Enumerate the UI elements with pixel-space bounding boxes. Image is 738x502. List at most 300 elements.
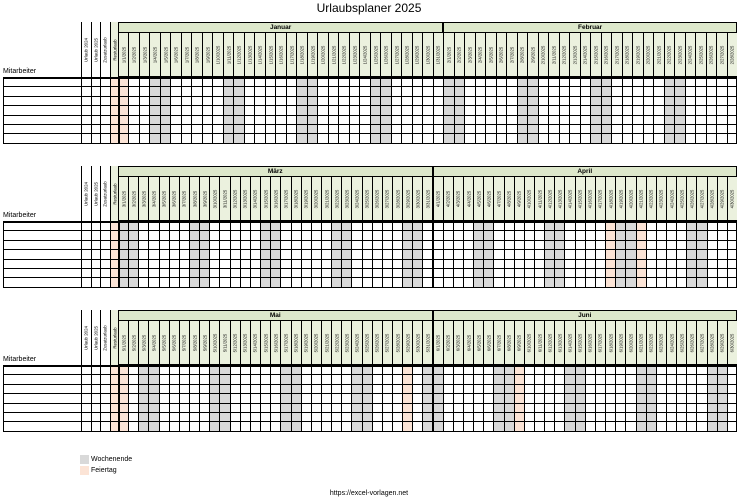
day-label: 5/15/2025 xyxy=(263,333,269,352)
day-header xyxy=(464,33,474,77)
day-label: 3/13/2025 xyxy=(242,189,248,208)
day-label: 5/3/2025 xyxy=(141,334,147,351)
grid-column-line xyxy=(317,77,318,143)
grid-column-line xyxy=(160,77,161,143)
day-label: 1/26/2025 xyxy=(383,45,389,64)
day-label: 4/1/2025 xyxy=(435,190,441,207)
day-header xyxy=(392,177,402,221)
grid-column-line xyxy=(422,77,423,143)
planner-block xyxy=(0,310,738,433)
grid-column-line xyxy=(321,221,322,287)
day-header xyxy=(321,321,331,365)
grid-column-line xyxy=(3,365,4,431)
grid-column-line xyxy=(391,77,392,143)
grid-column-line xyxy=(233,77,234,143)
grid-column-line xyxy=(254,77,255,143)
day-header xyxy=(463,321,473,365)
day-header xyxy=(717,321,727,365)
info-column-label: Resturlaub xyxy=(112,38,118,61)
grid-column-line xyxy=(656,221,657,287)
day-header xyxy=(422,33,432,77)
day-label: 1/14/2025 xyxy=(257,45,263,64)
grid-column-line xyxy=(453,221,454,287)
day-label: 6/15/2025 xyxy=(577,333,583,352)
grid-column-line xyxy=(534,221,535,287)
day-label: 3/20/2025 xyxy=(313,189,319,208)
grid-column-line xyxy=(401,77,402,143)
day-label: 4/26/2025 xyxy=(689,189,695,208)
grid-column-line xyxy=(736,221,737,287)
day-label: 1/4/2025 xyxy=(152,46,158,63)
day-header xyxy=(301,177,311,221)
grid-column-line xyxy=(454,77,455,143)
grid-column-line xyxy=(548,77,549,143)
grid-column-line xyxy=(493,221,494,287)
day-label: 5/2/2025 xyxy=(131,334,137,351)
day-label: 2/28/2025 xyxy=(729,45,735,64)
grid-row-line xyxy=(3,374,737,375)
day-label: 6/9/2025 xyxy=(516,334,522,351)
day-header xyxy=(463,177,473,221)
day-header xyxy=(559,33,569,77)
grid-column-line xyxy=(260,221,261,287)
day-header xyxy=(622,33,632,77)
grid-column-line xyxy=(524,221,525,287)
grid-column-line xyxy=(139,77,140,143)
day-header xyxy=(496,33,506,77)
info-column-label: Zusatzurlaub xyxy=(102,36,108,63)
grid-column-line xyxy=(280,365,281,431)
day-header xyxy=(321,177,331,221)
day-header xyxy=(443,321,453,365)
grid-row-line xyxy=(3,259,737,260)
day-label: 3/30/2025 xyxy=(415,189,421,208)
day-header xyxy=(695,33,705,77)
day-label: 2/1/2025 xyxy=(446,46,452,63)
day-header xyxy=(372,177,382,221)
grid-column-line xyxy=(575,221,576,287)
day-header xyxy=(676,321,686,365)
day-header xyxy=(401,33,411,77)
employee-column-label: Mitarbeiter xyxy=(3,68,37,75)
day-header xyxy=(362,321,372,365)
day-label: 5/4/2025 xyxy=(151,334,157,351)
grid-column-line xyxy=(636,221,637,287)
grid-column-line xyxy=(707,221,708,287)
day-header xyxy=(351,321,361,365)
day-header xyxy=(280,321,290,365)
day-label: 5/28/2025 xyxy=(395,333,401,352)
grid-column-line xyxy=(453,365,454,431)
day-label: 3/19/2025 xyxy=(303,189,309,208)
day-header xyxy=(580,33,590,77)
grid-column-line xyxy=(544,221,545,287)
grid-column-line xyxy=(291,221,292,287)
footer-url: https://excel-vorlagen.net xyxy=(329,490,409,497)
day-header xyxy=(291,321,301,365)
info-column-header xyxy=(100,310,110,365)
legend-holiday-swatch xyxy=(80,466,89,475)
day-label: 3/25/2025 xyxy=(364,189,370,208)
grid-column-line xyxy=(736,365,737,431)
day-label: 4/25/2025 xyxy=(679,189,685,208)
day-area-left-border xyxy=(118,166,120,287)
day-label: 4/29/2025 xyxy=(719,189,725,208)
day-header xyxy=(118,321,128,365)
day-header xyxy=(605,321,615,365)
day-label: 1/16/2025 xyxy=(278,45,284,64)
grid-column-line xyxy=(443,365,444,431)
day-label: 6/24/2025 xyxy=(669,333,675,352)
day-header xyxy=(392,321,402,365)
day-header xyxy=(402,177,412,221)
day-label: 2/16/2025 xyxy=(603,45,609,64)
day-label: 3/15/2025 xyxy=(263,189,269,208)
day-label: 6/27/2025 xyxy=(699,333,705,352)
day-label: 6/22/2025 xyxy=(648,333,654,352)
day-header xyxy=(585,321,595,365)
day-header xyxy=(311,321,321,365)
grid-column-line xyxy=(463,365,464,431)
day-header xyxy=(524,321,534,365)
legend-holiday-label: Feiertag xyxy=(91,467,117,474)
day-header xyxy=(625,321,635,365)
day-label: 1/24/2025 xyxy=(362,45,368,64)
grid-column-line xyxy=(128,365,129,431)
day-label: 4/13/2025 xyxy=(557,189,563,208)
grid-column-line xyxy=(380,77,381,143)
day-header xyxy=(517,33,527,77)
day-label: 2/25/2025 xyxy=(698,45,704,64)
day-header xyxy=(328,33,338,77)
day-label: 1/9/2025 xyxy=(205,46,211,63)
grid-column-line xyxy=(307,77,308,143)
grid-column-line xyxy=(286,77,287,143)
day-header xyxy=(296,33,306,77)
day-header xyxy=(554,177,564,221)
grid-column-line xyxy=(544,365,545,431)
grid-column-line xyxy=(506,77,507,143)
grid-column-line xyxy=(230,221,231,287)
day-header xyxy=(595,321,605,365)
day-header xyxy=(301,321,311,365)
grid-column-line xyxy=(280,221,281,287)
day-label: 3/1/2025 xyxy=(121,190,127,207)
day-label: 6/18/2025 xyxy=(608,333,614,352)
grid-column-line xyxy=(514,221,515,287)
day-label: 1/21/2025 xyxy=(331,45,337,64)
grid-column-line xyxy=(422,221,423,287)
day-label: 5/17/2025 xyxy=(283,333,289,352)
grid-column-line xyxy=(199,365,200,431)
grid-column-line xyxy=(138,221,139,287)
grid-column-line xyxy=(554,365,555,431)
day-label: 5/6/2025 xyxy=(171,334,177,351)
planner-block xyxy=(0,22,738,145)
day-header xyxy=(717,177,727,221)
grid-column-line xyxy=(223,77,224,143)
info-column-label: Resturlaub xyxy=(112,326,118,349)
grid-column-line xyxy=(250,221,251,287)
grid-column-line xyxy=(706,77,707,143)
day-label: 2/20/2025 xyxy=(645,45,651,64)
day-label: 5/30/2025 xyxy=(415,333,421,352)
grid-row-line xyxy=(3,221,737,223)
day-header xyxy=(349,33,359,77)
day-label: 1/3/2025 xyxy=(142,46,148,63)
day-header xyxy=(209,321,219,365)
grid-column-line xyxy=(189,365,190,431)
day-header xyxy=(159,321,169,365)
day-header xyxy=(544,177,554,221)
info-column-header xyxy=(81,166,91,221)
day-header xyxy=(179,177,189,221)
grid-column-line xyxy=(219,221,220,287)
grid-column-line xyxy=(209,221,210,287)
day-header xyxy=(338,33,348,77)
day-header xyxy=(625,177,635,221)
day-label: 3/6/2025 xyxy=(171,190,177,207)
day-label: 4/30/2025 xyxy=(729,189,735,208)
day-header xyxy=(534,177,544,221)
day-label: 6/12/2025 xyxy=(547,333,553,352)
day-label: 5/20/2025 xyxy=(313,333,319,352)
info-column-header xyxy=(81,22,91,77)
day-header xyxy=(181,33,191,77)
month-header: Juni xyxy=(433,310,737,321)
day-label: 2/5/2025 xyxy=(488,46,494,63)
day-label: 6/8/2025 xyxy=(506,334,512,351)
day-header xyxy=(611,33,621,77)
grid-column-line xyxy=(527,77,528,143)
grid-column-line xyxy=(666,221,667,287)
day-label: 4/24/2025 xyxy=(669,189,675,208)
day-label: 6/7/2025 xyxy=(496,334,502,351)
grid-column-line xyxy=(100,221,101,287)
day-header xyxy=(370,33,380,77)
grid-column-line xyxy=(514,365,515,431)
day-header xyxy=(666,321,676,365)
day-label: 1/7/2025 xyxy=(184,46,190,63)
grid-column-line xyxy=(230,365,231,431)
grid-column-line xyxy=(3,77,4,143)
day-label: 4/10/2025 xyxy=(526,189,532,208)
grid-column-line xyxy=(199,221,200,287)
day-header xyxy=(727,33,737,77)
day-area-left-border xyxy=(118,22,120,143)
day-header xyxy=(575,177,585,221)
info-column-header xyxy=(100,22,110,77)
day-header xyxy=(674,33,684,77)
grid-column-line xyxy=(159,365,160,431)
day-header xyxy=(538,33,548,77)
grid-column-line xyxy=(169,365,170,431)
grid-column-line xyxy=(569,77,570,143)
grid-column-line xyxy=(595,365,596,431)
grid-column-line xyxy=(341,365,342,431)
grid-row-line xyxy=(3,431,737,433)
day-label: 5/31/2025 xyxy=(425,333,431,352)
day-header xyxy=(473,177,483,221)
grid-column-line xyxy=(696,221,697,287)
info-column-header xyxy=(100,166,110,221)
grid-column-line xyxy=(585,365,586,431)
day-label: 3/2/2025 xyxy=(131,190,137,207)
day-header xyxy=(250,321,260,365)
grid-column-line xyxy=(615,365,616,431)
day-header xyxy=(514,177,524,221)
grid-column-line xyxy=(91,365,92,431)
info-column-header xyxy=(91,310,101,365)
grid-column-line xyxy=(564,221,565,287)
grid-row-line xyxy=(3,240,737,241)
grid-row-line xyxy=(3,143,737,145)
grid-column-line xyxy=(382,221,383,287)
grid-column-line xyxy=(464,77,465,143)
grid-column-line xyxy=(412,365,413,431)
day-label: 2/15/2025 xyxy=(593,45,599,64)
day-label: 1/25/2025 xyxy=(373,45,379,64)
day-header xyxy=(179,321,189,365)
grid-column-line xyxy=(338,77,339,143)
day-header xyxy=(548,33,558,77)
day-header xyxy=(422,321,432,365)
grid-column-line xyxy=(270,365,271,431)
grid-column-line xyxy=(291,365,292,431)
day-label: 2/21/2025 xyxy=(656,45,662,64)
day-label: 5/23/2025 xyxy=(344,333,350,352)
day-header xyxy=(554,321,564,365)
day-header xyxy=(412,33,422,77)
grid-row-line xyxy=(3,412,737,413)
day-header xyxy=(707,321,717,365)
day-label: 5/11/2025 xyxy=(222,333,228,352)
day-header xyxy=(149,33,159,77)
month-header: Mai xyxy=(118,310,433,321)
day-header xyxy=(656,177,666,221)
grid-column-line xyxy=(483,365,484,431)
grid-column-line xyxy=(402,221,403,287)
day-label: 2/9/2025 xyxy=(530,46,536,63)
day-label: 3/17/2025 xyxy=(283,189,289,208)
day-header xyxy=(270,321,280,365)
day-header xyxy=(307,33,317,77)
grid-column-line xyxy=(81,365,82,431)
grid-column-line xyxy=(311,221,312,287)
grid-column-line xyxy=(110,365,111,431)
day-label: 2/24/2025 xyxy=(687,45,693,64)
grid-column-line xyxy=(110,221,111,287)
day-header xyxy=(351,177,361,221)
grid-row-line xyxy=(3,277,737,278)
day-header xyxy=(286,33,296,77)
day-header xyxy=(575,321,585,365)
day-label: 6/5/2025 xyxy=(476,334,482,351)
day-label: 1/17/2025 xyxy=(289,45,295,64)
day-header xyxy=(656,321,666,365)
day-header xyxy=(585,177,595,221)
day-label: 6/20/2025 xyxy=(628,333,634,352)
day-label: 2/13/2025 xyxy=(572,45,578,64)
day-label: 4/21/2025 xyxy=(638,189,644,208)
grid-row-line xyxy=(3,365,737,367)
grid-column-line xyxy=(646,365,647,431)
grid-row-line xyxy=(3,421,737,422)
day-label: 5/1/2025 xyxy=(121,334,127,351)
day-header xyxy=(412,177,422,221)
info-column-label: Urlaub 2025 xyxy=(93,37,99,62)
day-label: 3/29/2025 xyxy=(405,189,411,208)
day-header xyxy=(139,33,149,77)
day-label: 6/10/2025 xyxy=(526,333,532,352)
day-label: 2/11/2025 xyxy=(551,45,557,64)
day-header xyxy=(260,321,270,365)
day-header xyxy=(727,321,737,365)
day-header xyxy=(506,33,516,77)
day-label: 4/12/2025 xyxy=(547,189,553,208)
day-label: 2/6/2025 xyxy=(498,46,504,63)
month-header: Januar xyxy=(118,22,443,33)
day-header xyxy=(189,177,199,221)
grid-column-line xyxy=(275,77,276,143)
day-label: 2/26/2025 xyxy=(708,45,714,64)
day-label: 4/22/2025 xyxy=(648,189,654,208)
day-label: 6/1/2025 xyxy=(435,334,441,351)
day-label: 1/29/2025 xyxy=(414,45,420,64)
grid-column-line xyxy=(601,77,602,143)
grid-column-line xyxy=(736,77,737,143)
day-header xyxy=(170,33,180,77)
grid-column-line xyxy=(676,365,677,431)
day-header xyxy=(260,177,270,221)
day-label: 2/22/2025 xyxy=(666,45,672,64)
grid-row-line xyxy=(3,384,737,385)
day-label: 1/20/2025 xyxy=(320,45,326,64)
day-label: 6/2/2025 xyxy=(445,334,451,351)
grid-column-line xyxy=(632,77,633,143)
grid-column-line xyxy=(392,221,393,287)
day-label: 5/12/2025 xyxy=(232,333,238,352)
day-label: 1/18/2025 xyxy=(299,45,305,64)
grid-column-line xyxy=(91,77,92,143)
grid-column-line xyxy=(3,221,4,287)
grid-column-line xyxy=(727,221,728,287)
day-header xyxy=(391,33,401,77)
day-label: 2/7/2025 xyxy=(509,46,515,63)
grid-column-line xyxy=(209,365,210,431)
grid-column-line xyxy=(372,365,373,431)
grid-column-line xyxy=(585,221,586,287)
day-area-left-border xyxy=(118,310,120,431)
day-label: 3/18/2025 xyxy=(293,189,299,208)
day-header xyxy=(686,177,696,221)
day-header xyxy=(685,33,695,77)
grid-column-line xyxy=(341,221,342,287)
grid-column-line xyxy=(311,365,312,431)
day-label: 2/10/2025 xyxy=(540,45,546,64)
grid-column-line xyxy=(534,365,535,431)
day-label: 1/27/2025 xyxy=(394,45,399,64)
month-separator xyxy=(432,310,434,431)
day-header xyxy=(524,177,534,221)
day-header xyxy=(250,177,260,221)
day-header xyxy=(372,321,382,365)
day-label: 1/8/2025 xyxy=(194,46,200,63)
day-header xyxy=(706,33,716,77)
grid-column-line xyxy=(244,77,245,143)
day-label: 3/22/2025 xyxy=(334,189,340,208)
info-column-header xyxy=(91,22,101,77)
